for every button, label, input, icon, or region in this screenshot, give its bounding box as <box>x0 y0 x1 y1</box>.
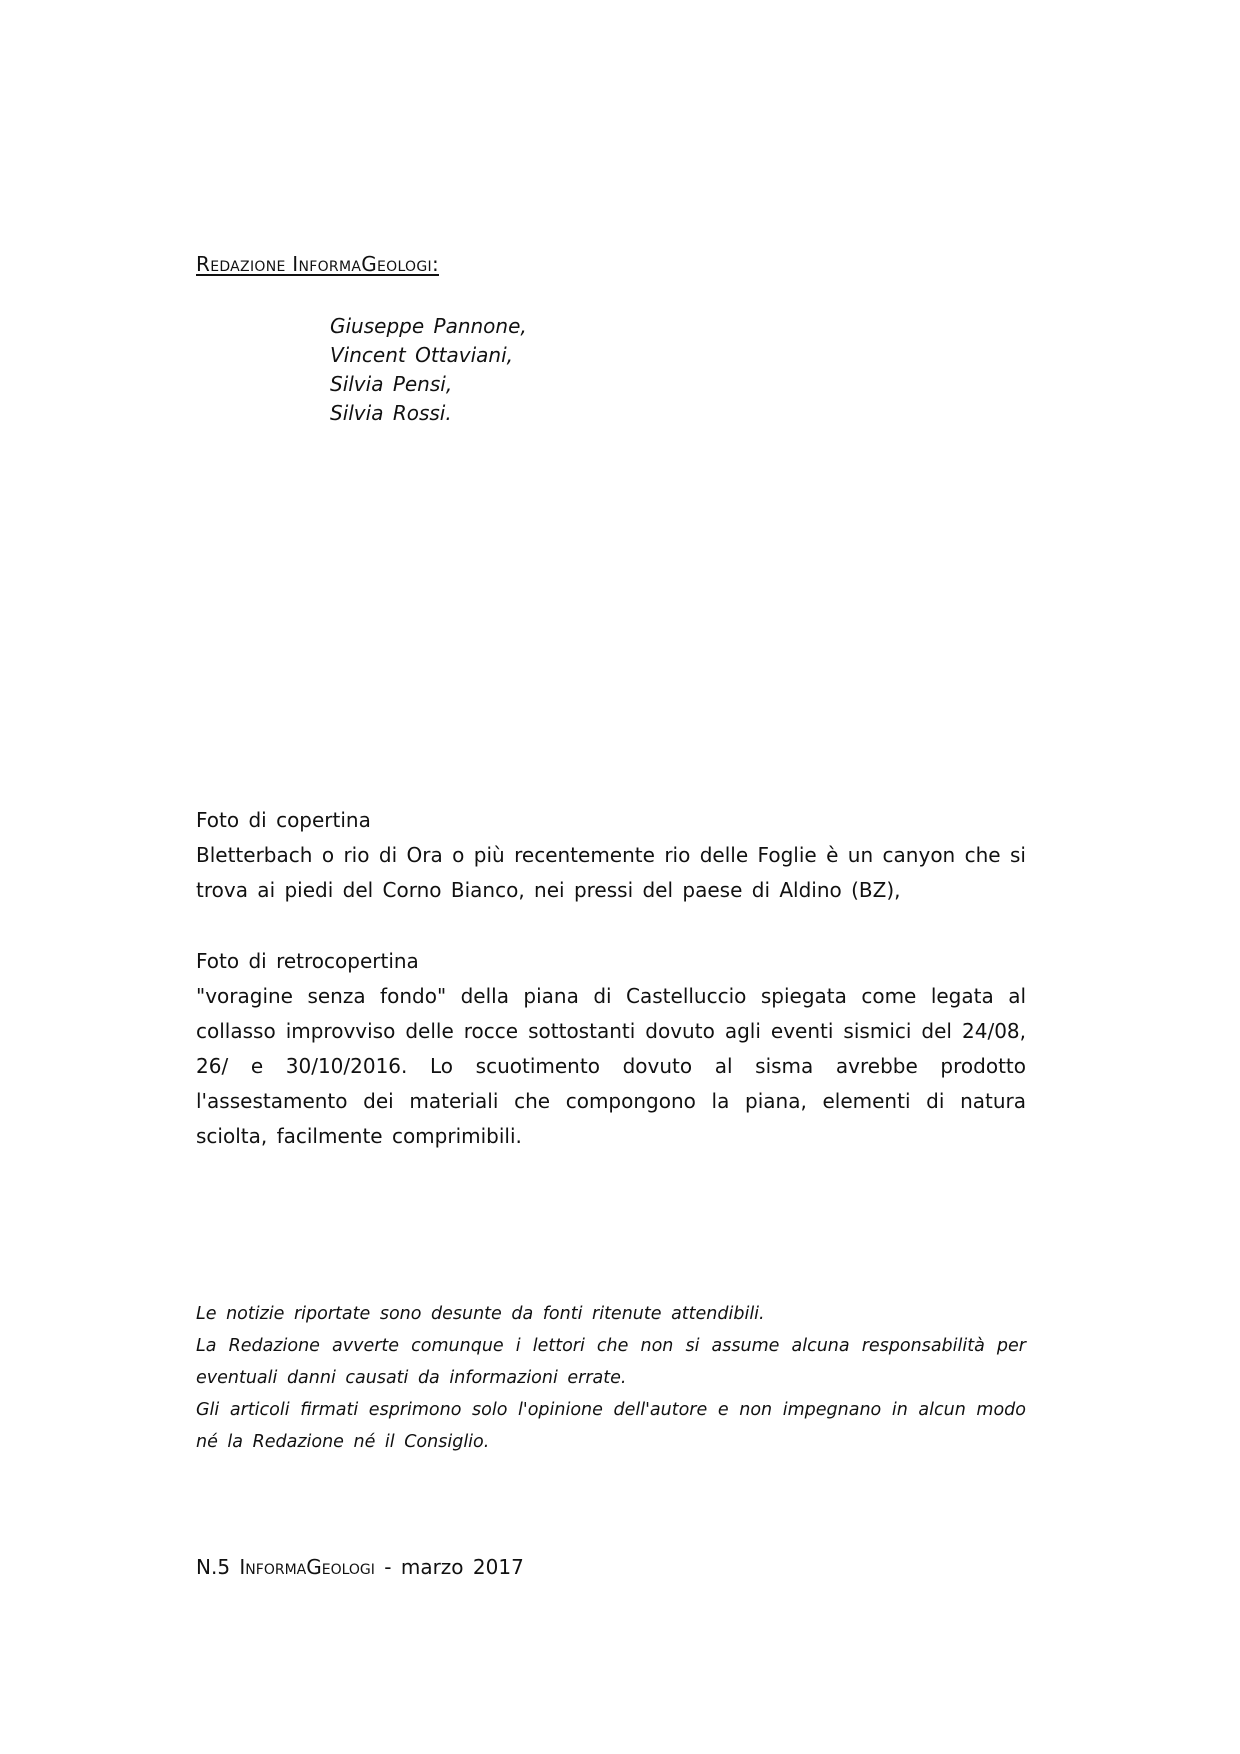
disclaimer-line: Gli articoli firmati esprimono solo l'opinione dell'autore e non impegnano in alcun modo né la Redazione né il Consiglio. <box>196 1400 1026 1452</box>
cover-photo-label: Foto di copertina <box>196 808 371 832</box>
back-cover-photo-text: "voragine senza fondo" della piana di Castelluccio spiegata come legata al collasso improvviso delle rocce sottostanti dovuto agli eventi sismici del 24/08, 26/ e 30/10/2016. Lo scuotimento dovuto al sisma avrebbe prodotto l'assestamento dei materiali che compongono la piana, elementi di natura sciolta, facilmente comprimibili. <box>196 984 1026 1148</box>
issue-footer <box>196 1555 524 1579</box>
issue-number: N.5 <box>196 1555 231 1579</box>
redazione-member: Giuseppe Pannone, <box>330 314 527 338</box>
redazione-member: Vincent Ottaviani, <box>330 343 514 367</box>
issue-date: marzo 2017 <box>400 1555 524 1579</box>
cover-photo-caption <box>196 803 1026 908</box>
redazione-members-list <box>330 312 527 428</box>
back-cover-photo-caption <box>196 944 1026 1154</box>
footer-separator: - <box>384 1555 392 1579</box>
redazione-member: Silvia Pensi, <box>330 372 453 396</box>
redazione-member: Silvia Rossi. <box>330 401 452 425</box>
redazione-heading: Redazione InformaGeologi: <box>196 252 439 276</box>
disclaimer-line: La Redazione avverte comunque i lettori che non si assume alcuna responsabilità per eventuali danni causati da informazioni errate. <box>196 1336 1026 1388</box>
cover-photo-text: Bletterbach o rio di Ora o più recentemente rio delle Foglie è un canyon che si trova ai piedi del Corno Bianco, nei pressi del paese di Aldino (BZ), <box>196 843 1026 902</box>
disclaimer-line: Le notizie riportate sono desunte da fonti ritenute attendibili. <box>196 1304 765 1324</box>
magazine-name: InformaGeologi <box>239 1555 375 1579</box>
disclaimer <box>196 1298 1026 1458</box>
back-cover-photo-label: Foto di retrocopertina <box>196 949 419 973</box>
